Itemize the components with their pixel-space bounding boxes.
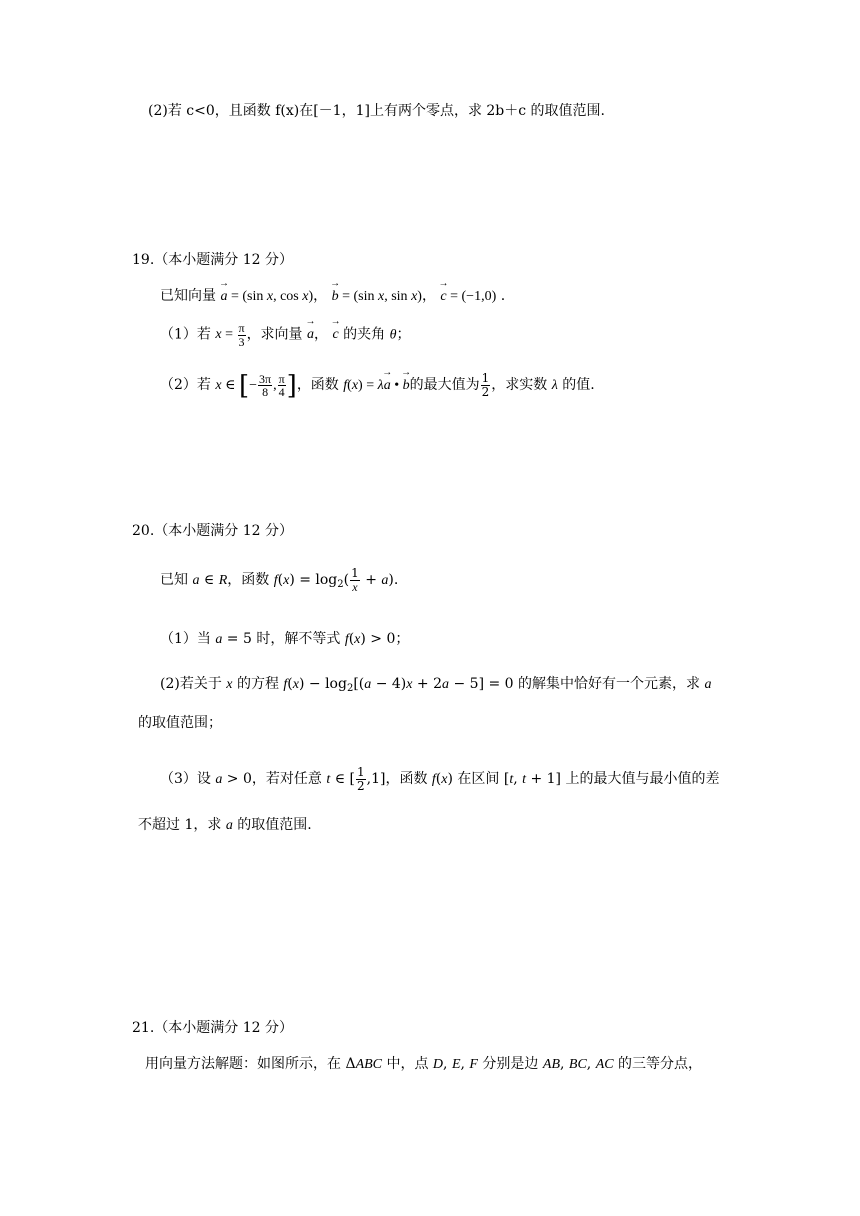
q20-part3-line1: （3）设 a > 0，若对任意 t ∈ [ $\frac{1}{2}$ ,1]，函数 f(x) 在区间 [t, t + 1] 上的最大值与最小值的差	[160, 765, 720, 793]
q20-part1: （1）当 a = 5 时，解不等式 f(x) > 0；	[160, 631, 410, 647]
q19-given-prefix: 已知向量	[160, 288, 216, 304]
q19-vec-b: → b = (sin x, sin x)	[332, 289, 422, 304]
q19-vec-a: → a = (sin x, cos x)	[220, 289, 313, 304]
q19-vec-c: → c = (−1,0)	[440, 289, 496, 304]
q21-line1: 用向量方法解题：如图所示，在 ΔABC 中，点 D, E, F 分别是边 AB, BC, AC 的三等分点，	[145, 1056, 703, 1072]
q20-given: 已知 a ∈ R，函数 $f(x) = \log_2$( $\frac{1}{x}$ + a).	[160, 566, 399, 594]
q20-part3-line2: 不超过 1，求 a 的取值范围.	[138, 817, 312, 833]
q19-part2-prefix: （2）若	[160, 377, 211, 394]
q19-given: 已知向量 → a = (sin x, cos x)， → b = (sin x, sin x)， → c = (−1,0) .	[160, 289, 505, 304]
q21-header: 21.（本小题满分 12 分）	[132, 1020, 293, 1036]
q20-part2-line1: (2)若关于 x 的方程 $f(x) - \log_2[(a - 4)x + 2a - 5] = 0$ 的解集中恰好有一个元素，求 a	[160, 676, 712, 694]
q20-part2-line2: 的取值范围；	[138, 715, 222, 731]
q19-part2-func: f(x) = λ→ a • → b	[343, 378, 409, 393]
q19-part2: （2）若 x ∈ [− $\frac{3\pi}{8}$ , $\frac{\pi}{4}$ ]，函数 f(x) = λ→ a • → b的最大值为 $\frac{1}{2}$ ，求实数 λ 的值.	[160, 372, 595, 399]
q19-part1: （1）若 x = $\frac{\pi}{3}$ ，求向量 → a， → c 的夹角 θ；	[160, 322, 410, 348]
q19-part1-x: x = $\frac{\pi}{3}$	[215, 321, 245, 349]
q19-header: 19.（本小题满分 12 分）	[132, 252, 293, 268]
q20-header: 20.（本小题满分 12 分）	[132, 523, 293, 539]
q18-part2: (2)若 c<0，且函数 f(x)在[－1，1]上有两个零点，求 2b＋c 的取值范围.	[148, 103, 606, 119]
q19-part2-range: x ∈ [− $\frac{3\pi}{8}$ , $\frac{\pi}{4}$ ]	[215, 370, 297, 401]
q19-part1-prefix: （1）若	[160, 326, 211, 343]
